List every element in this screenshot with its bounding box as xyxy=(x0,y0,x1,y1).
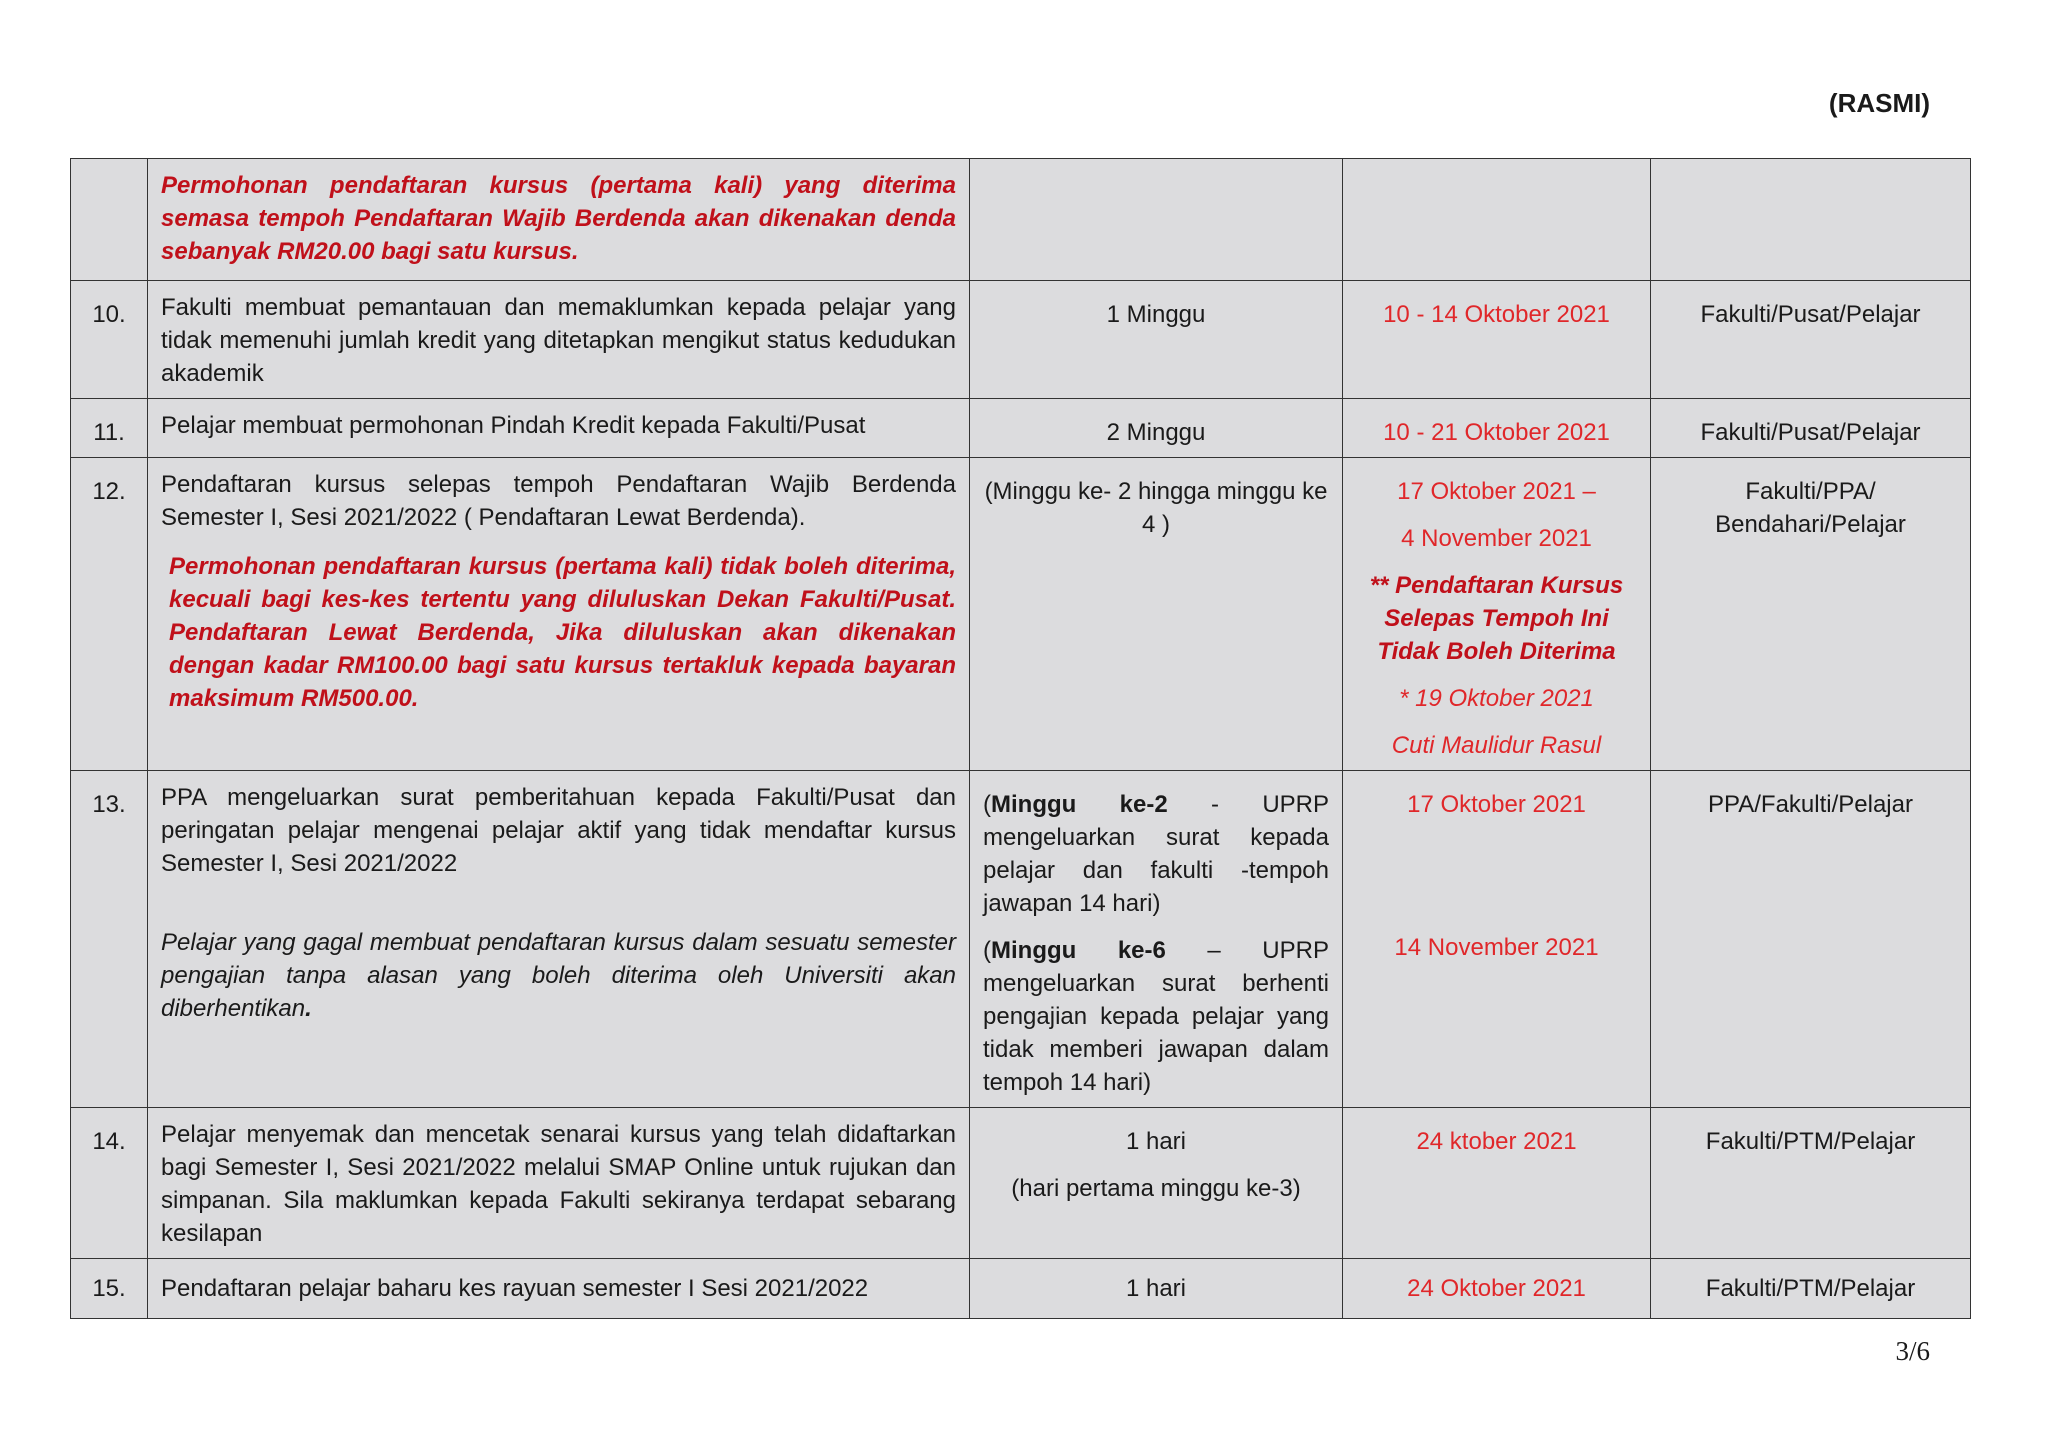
holiday-name: Cuti Maulidur Rasul xyxy=(1391,732,1602,759)
page-number: 3/6 xyxy=(1895,1336,1930,1366)
penalty-note: Permohonan pendaftaran kursus (pertama kali) yang diterima semasa tempoh Pendaftaran Wajib Berdenda akan dikenakan denda sebanyak RM20.00 bagi satu kursus. xyxy=(161,172,956,265)
table-row xyxy=(71,1259,1971,1319)
duration-cell: 2 Minggu xyxy=(970,399,1343,458)
responsible-cell: PPA/Fakulti/Pelajar xyxy=(1651,771,1971,1108)
date-cell: 24 Oktober 2021 xyxy=(1343,1259,1651,1319)
activity-cell: Pelajar membuat permohonan Pindah Kredit kepada Fakulti/Pusat xyxy=(148,399,970,458)
date-cell xyxy=(1343,458,1651,771)
responsible-cell xyxy=(1651,159,1971,281)
activity-cell xyxy=(148,458,970,771)
date-cell xyxy=(1343,771,1651,1108)
responsible-cell: Fakulti/PTM/Pelajar xyxy=(1651,1108,1971,1259)
date-first-notice: 17 Oktober 2021 xyxy=(1407,791,1586,818)
activity-cell xyxy=(148,159,970,281)
table-row xyxy=(71,281,1971,399)
row-number: 13. xyxy=(71,771,148,1108)
activity-cell: Fakulti membuat pemantauan dan memaklumkan kepada pelajar yang tidak memenuhi jumlah kredit yang ditetapkan mengikut status kedudukan akademik xyxy=(148,281,970,399)
duration-cell: 1 Minggu xyxy=(970,281,1343,399)
late-registration-note: Permohonan pendaftaran kursus (pertama kali) tidak boleh diterima, kecuali bagi kes-kes tertentu yang diluluskan Dekan Fakulti/Pusat. Pendaftaran Lewat Berdenda, Jika diluluskan akan dikenakan dengan kadar RM100.00 bagi satu kursus tertakluk kepada bayaran maksimum RM500.00. xyxy=(169,553,956,712)
duration-cell xyxy=(970,771,1343,1108)
row-number: 10. xyxy=(71,281,148,399)
duration-cell: 1 hari xyxy=(970,1259,1343,1319)
table-row xyxy=(71,771,1971,1108)
table-row xyxy=(71,458,1971,771)
activity-text: PPA mengeluarkan surat pemberitahuan kepada Fakulti/Pusat dan peringatan pelajar mengenai pelajar aktif yang tidak mendaftar kursus Semester I, Sesi 2021/2022 xyxy=(161,784,956,877)
responsible-line: Bendahari/Pelajar xyxy=(1715,511,1906,538)
row-number xyxy=(71,159,148,281)
date-dismissal-notice: 14 November 2021 xyxy=(1394,934,1599,961)
date-cell: 24 ktober 2021 xyxy=(1343,1108,1651,1259)
registration-closed-note: ** Pendaftaran Kursus Selepas Tempoh Ini Tidak Boleh Diterima xyxy=(1369,572,1624,665)
activity-cell: Pelajar menyemak dan mencetak senarai kursus yang telah didaftarkan bagi Semester I, Sesi 2021/2022 melalui SMAP Online untuk rujukan dan simpanan. Sila maklumkan kepada Fakulti sekiranya terdapat sebarang kesilapan xyxy=(148,1108,970,1259)
duration-note: (hari pertama minggu ke-3) xyxy=(1011,1175,1301,1202)
table-row xyxy=(71,159,1971,281)
activity-text: Pendaftaran kursus selepas tempoh Pendaftaran Wajib Berdenda Semester I, Sesi 2021/2022 ( Pendaftaran Lewat Berdenda). xyxy=(161,471,956,531)
row-number: 15. xyxy=(71,1259,148,1319)
row-number: 11. xyxy=(71,399,148,458)
responsible-cell: Fakulti/Pusat/Pelajar xyxy=(1651,399,1971,458)
table-row xyxy=(71,1108,1971,1259)
duration-cell xyxy=(970,1108,1343,1259)
date-start: 17 Oktober 2021 – xyxy=(1397,478,1596,505)
dismissal-note: Pelajar yang gagal membuat pendaftaran kursus dalam sesuatu semester pengajian tanpa alasan yang boleh diterima oleh Universiti akan diberhentikan. xyxy=(161,929,956,1022)
responsible-cell: Fakulti/PTM/Pelajar xyxy=(1651,1259,1971,1319)
duration-text: 1 hari xyxy=(1125,1128,1187,1155)
activity-cell xyxy=(148,771,970,1108)
activity-cell: Pendaftaran pelajar baharu kes rayuan semester I Sesi 2021/2022 xyxy=(148,1259,970,1319)
date-cell: 10 - 21 Oktober 2021 xyxy=(1343,399,1651,458)
row-number: 12. xyxy=(71,458,148,771)
holiday-date: * 19 Oktober 2021 xyxy=(1399,685,1594,712)
date-cell: 10 - 14 Oktober 2021 xyxy=(1343,281,1651,399)
date-cell xyxy=(1343,159,1651,281)
responsible-cell: Fakulti/Pusat/Pelajar xyxy=(1651,281,1971,399)
responsible-line: Fakulti/PPA/ xyxy=(1745,478,1876,505)
week-2-note: (Minggu ke-2 - UPRP mengeluarkan surat kepada pelajar dan fakulti -tempoh jawapan 14 hari) xyxy=(983,791,1329,917)
duration-cell: (Minggu ke- 2 hingga minggu ke 4 ) xyxy=(970,458,1343,771)
row-number: 14. xyxy=(71,1108,148,1259)
table-row xyxy=(71,399,1971,458)
classification-label: (RASMI) xyxy=(1828,88,1930,118)
date-end: 4 November 2021 xyxy=(1401,525,1592,552)
duration-cell xyxy=(970,159,1343,281)
schedule-table xyxy=(70,158,1971,1319)
responsible-cell xyxy=(1651,458,1971,771)
week-6-note: (Minggu ke-6 – UPRP mengeluarkan surat berhenti pengajian kepada pelajar yang tidak memberi jawapan dalam tempoh 14 hari) xyxy=(983,937,1329,1096)
